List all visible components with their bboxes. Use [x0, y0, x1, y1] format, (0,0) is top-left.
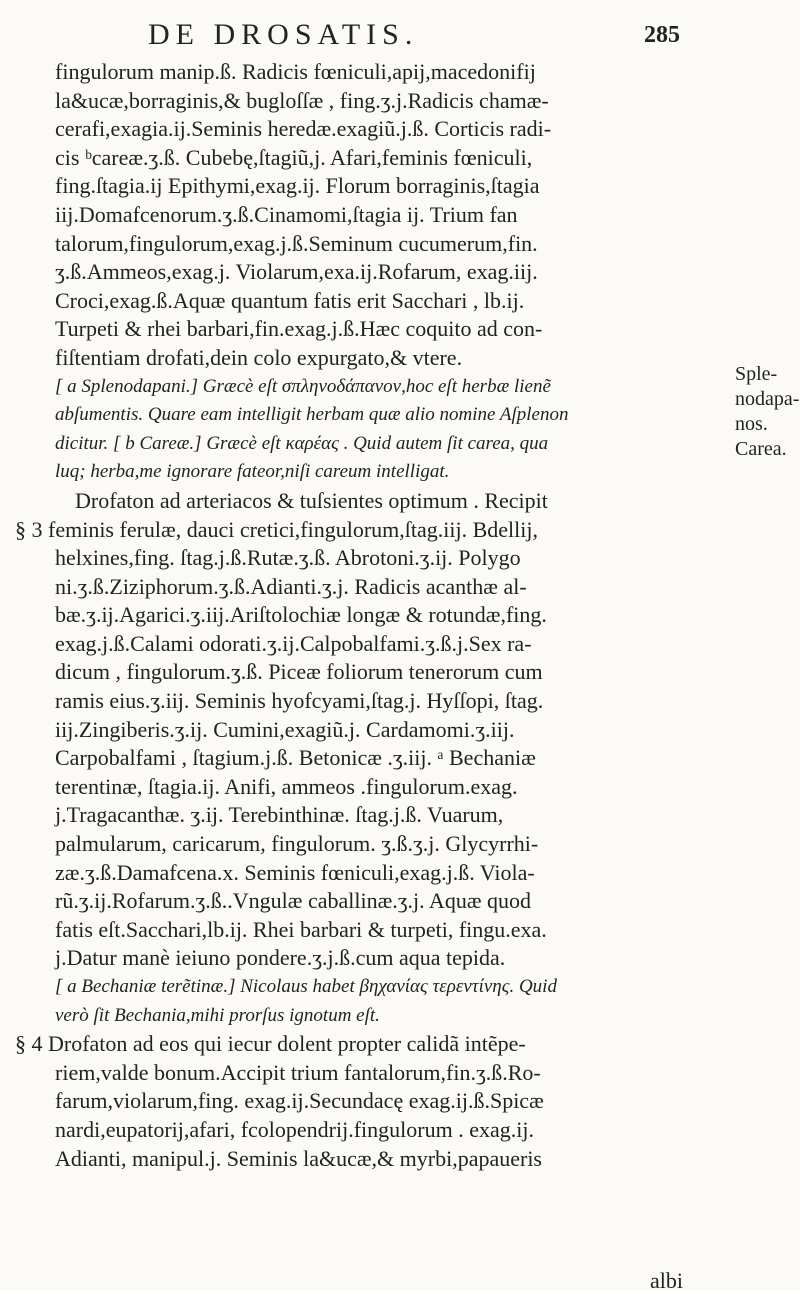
text-line: fatis eſt.Sacchari,lb.ij. Rhei barbari & turpeti, fingu.exa.	[55, 916, 547, 942]
annotation-line: [ a Bechaniæ terẽtinæ.] Nicolaus habet βηχανίας τερεντίνης. Quid	[55, 976, 557, 997]
text-line: Drofaton ad arteriacos & tuſsientes optimum . Recipit	[75, 487, 548, 513]
text-line-section: § 4 Drofaton ad eos qui iecur dolent propter calidã intẽpe-	[15, 1031, 526, 1057]
text-line: cerafi,exagia.ij.Seminis heredæ.exagiũ.j.ß. Corticis radi-	[55, 116, 552, 142]
text-line: Carpobalfami , ſtagium.j.ß. Betonicæ .ʒ.iij. ᵃ Bechaniæ	[55, 745, 536, 771]
margin-note: nos.	[735, 413, 768, 435]
text-line: nardi,eupatorij,afari, fcolopendrij.fingulorum . exag.ij.	[55, 1116, 534, 1142]
text-line: Adianti, manipul.j. Seminis la&ucæ,& myrbi,papaueris	[55, 1145, 542, 1171]
text-line: la&ucæ,borraginis,& bugloſſæ , fing.ʒ.j.Radicis chamæ-	[55, 87, 549, 113]
annotation-line: verò ſit Bechania,mihi prorſus ignotum eſt.	[55, 1004, 380, 1026]
text-line: fiſtentiam drofati,dein colo expurgato,& vtere.	[55, 344, 463, 370]
text-line: rũ.ʒ.ij.Rofarum.ʒ.ß..Vngulæ caballinæ.ʒ.j. Aquæ quod	[55, 888, 531, 914]
margin-note: Sple-	[735, 363, 778, 385]
margin-notes	[735, 362, 799, 462]
text-line: j.Datur manè ieiuno pondere.ʒ.j.ß.cum aqua tepida.	[55, 945, 506, 971]
text-line: terentinæ, ſtagia.ij. Anifi, ammeos .fingulorum.exag.	[55, 773, 518, 799]
text-line: bæ.ʒ.ij.Agarici.ʒ.iij.Ariſtolochiæ longæ & rotundæ,fing.	[55, 602, 547, 628]
margin-note: nodapa-	[735, 388, 800, 410]
text-line: iij.Zingiberis.ʒ.ij. Cumini,exagiũ.j. Cardamomi.ʒ.iij.	[55, 716, 515, 742]
text-line: fing.ſtagia.ij Epithymi,exag.ij. Florum borraginis,ſtagia	[55, 173, 540, 199]
text-line: Croci,exag.ß.Aquæ quantum fatis erit Sacchari , lb.ij.	[55, 287, 525, 313]
text-line: palmularum, caricarum, fingulorum. ʒ.ß.ʒ.j. Glycyrrhi-	[55, 831, 539, 857]
text-line: ni.ʒ.ß.Ziziphorum.ʒ.ß.Adianti.ʒ.j. Radicis acanthæ al-	[55, 573, 527, 599]
text-line: exag.j.ß.Calami odorati.ʒ.ij.Calpobalfami.ʒ.ß.j.Sex ra-	[55, 630, 532, 656]
text-line: j.Tragacanthæ. ʒ.ij. Terebinthinæ. ſtag.j.ß. Vuarum,	[55, 802, 504, 828]
page-header	[120, 18, 680, 56]
text-line: cis ᵇcareæ.ʒ.ß. Cubebę,ſtagiũ,j. Afari,feminis fœniculi,	[55, 144, 533, 170]
text-line: zæ.ʒ.ß.Damafcena.x. Seminis fœniculi,exag.j.ß. Viola-	[55, 859, 535, 885]
text-line: ʒ.ß.Ammeos,exag.j. Violarum,exa.ij.Rofarum, exag.iij.	[55, 259, 538, 285]
text-line-section: § 3 feminis ferulæ, dauci cretici,fingulorum,ſtag.iij. Bdellij,	[15, 516, 538, 542]
text-line: dicum , fingulorum.ʒ.ß. Piceæ foliorum tenerorum cum	[55, 659, 543, 685]
annotation-line: abſumentis. Quare eam intelligit herbam quæ alio nomine Aſplenon	[55, 404, 569, 426]
catchword: albi	[650, 1268, 683, 1293]
text-line: farum,violarum,fing. exag.ij.Secundacę exag.ij.ß.Spicæ	[55, 1088, 544, 1114]
text-line: riem,valde bonum.Accipit trium fantalorum,fin.ʒ.ß.Ro-	[55, 1059, 541, 1085]
margin-note: Carea.	[735, 438, 787, 460]
page-number: 285	[644, 22, 680, 48]
text-line: helxines,fing. ſtag.j.ß.Rutæ.ʒ.ß. Abrotoni.ʒ.ij. Polygo	[55, 545, 521, 571]
text-line: iij.Domafcenorum.ʒ.ß.Cinamomi,ſtagia ij. Trium fan	[55, 201, 518, 227]
annotation-line: [ a Splenodapani.] Græcè eſt σπληνοδάπανον,hoc eſt herbæ lienẽ	[55, 375, 551, 397]
body-text	[15, 58, 720, 1173]
text-line: fingulorum manip.ß. Radicis fœniculi,apij,macedonifij	[55, 59, 536, 84]
text-line: Turpeti & rhei barbari,fin.exag.j.ß.Hæc coquito ad con-	[55, 316, 543, 342]
text-line: talorum,fingulorum,exag.j.ß.Seminum cucumerum,fin.	[55, 230, 538, 256]
annotation-line: dicitur. [ b Careæ.] Græcè eſt καρέας . Quid autem ſit carea, qua	[55, 432, 549, 454]
text-line: ramis eius.ʒ.iij. Seminis hyofcyami,ſtag.j. Hyſſopi, ſtag.	[55, 688, 544, 714]
annotation-line: luq; herba,me ignorare fateor,niſi careum intelligat.	[55, 461, 450, 483]
running-head: DE DROSATIS.	[148, 18, 419, 51]
